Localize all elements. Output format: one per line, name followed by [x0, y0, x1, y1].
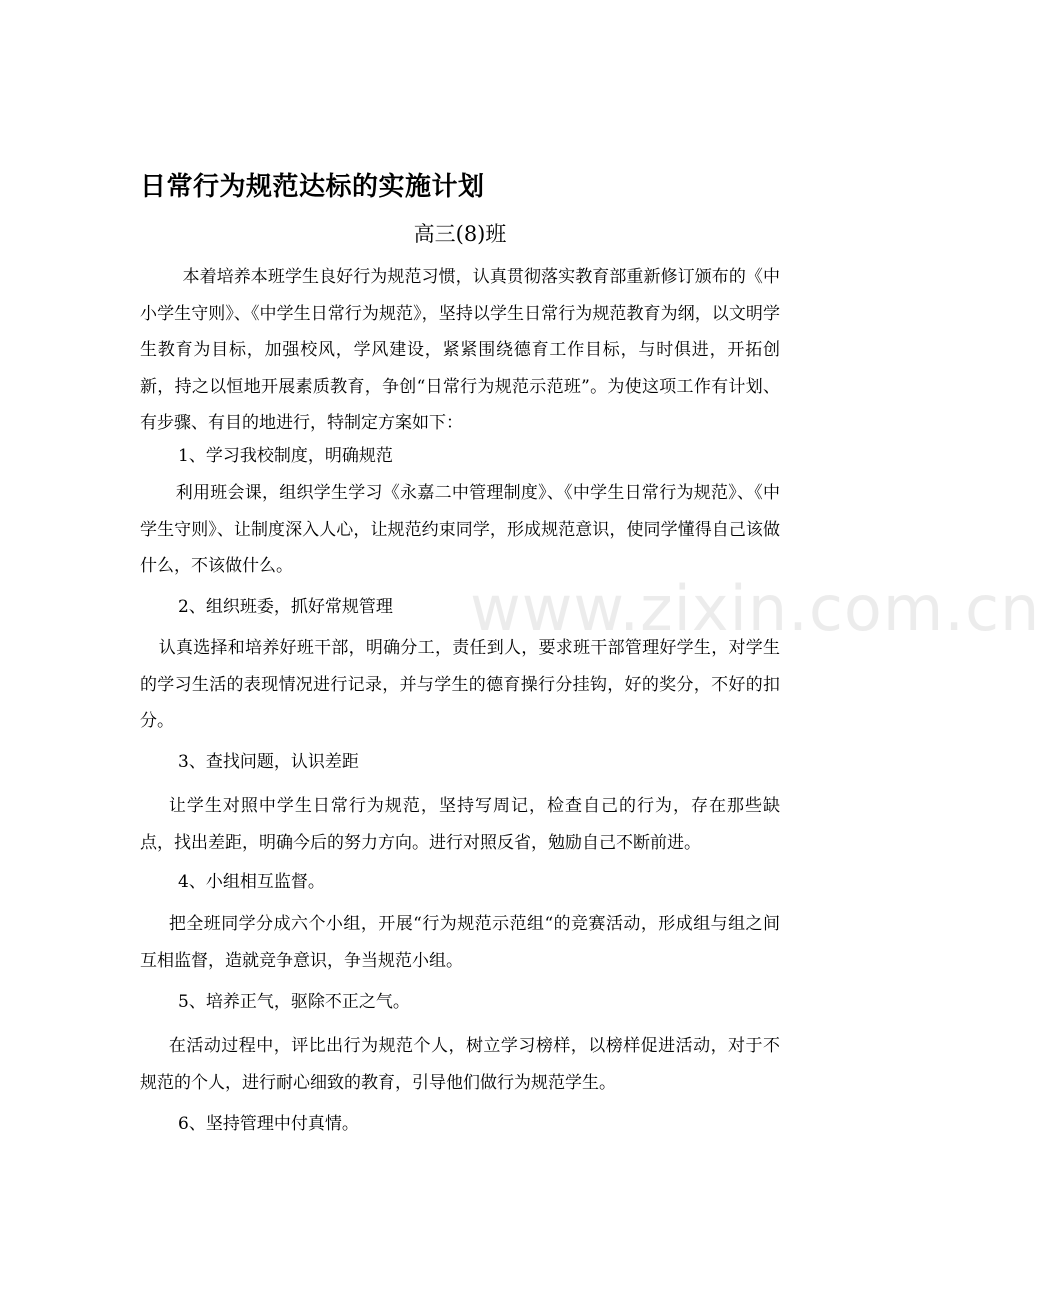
section-heading: 2、组织班委，抓好常规管理	[178, 597, 393, 617]
watermark: www.zixin.com.cn	[470, 572, 1040, 645]
section-body: 在活动过程中，评比出行为规范个人，树立学习榜样，以榜样促进活动，对于不规范的个人，进行耐心细致的教育，引导他们做行为规范学生。	[140, 1036, 780, 1093]
section-body: 让学生对照中学生日常行为规范，坚持写周记，检查自己的行为，存在那些缺点，找出差距，明确今后的努力方向。进行对照反省，勉励自己不断前进。	[140, 796, 780, 853]
section-heading: 4、小组相互监督。	[178, 872, 325, 892]
section-heading: 5、培养正气，驱除不正之气。	[178, 992, 410, 1012]
intro-paragraph: 本着培养本班学生良好行为规范习惯，认真贯彻落实教育部重新修订颁布的《中小学生守则》、《中学生日常行为规范》，坚持以学生日常行为规范教育为纲，以文明学生教育为目标，加强校风，学风建设，紧紧围绕德育工作目标，与时俱进，开拓创新，持之以恒地开展素质教育，争创“日常行为规范示范班”。为使这项工作有计划、有步骤、有目的地进行，特制定方案如下：	[140, 267, 780, 433]
section-body: 认真选择和培养好班干部，明确分工，责任到人，要求班干部管理好学生，对学生的学习生活的表现情况进行记录，并与学生的德育操行分挂钩，好的奖分，不好的扣分。	[140, 638, 780, 731]
section-heading: 1、学习我校制度，明确规范	[178, 446, 393, 466]
section-body: 把全班同学分成六个小组，开展“行为规范示范组“的竞赛活动，形成组与组之间互相监督，造就竞争意识，争当规范小组。	[140, 914, 780, 971]
section-heading: 6、坚持管理中付真情。	[178, 1114, 359, 1134]
document-subtitle: 高三(8)班	[413, 222, 507, 246]
section-body: 利用班会课，组织学生学习《永嘉二中管理制度》、《中学生日常行为规范》、《中学生守则》、让制度深入人心，让规范约束同学，形成规范意识，使同学懂得自己该做什么，不该做什么。	[140, 483, 780, 576]
section-heading: 3、查找问题，认识差距	[178, 752, 359, 772]
document-title: 日常行为规范达标的实施计划	[140, 172, 485, 202]
